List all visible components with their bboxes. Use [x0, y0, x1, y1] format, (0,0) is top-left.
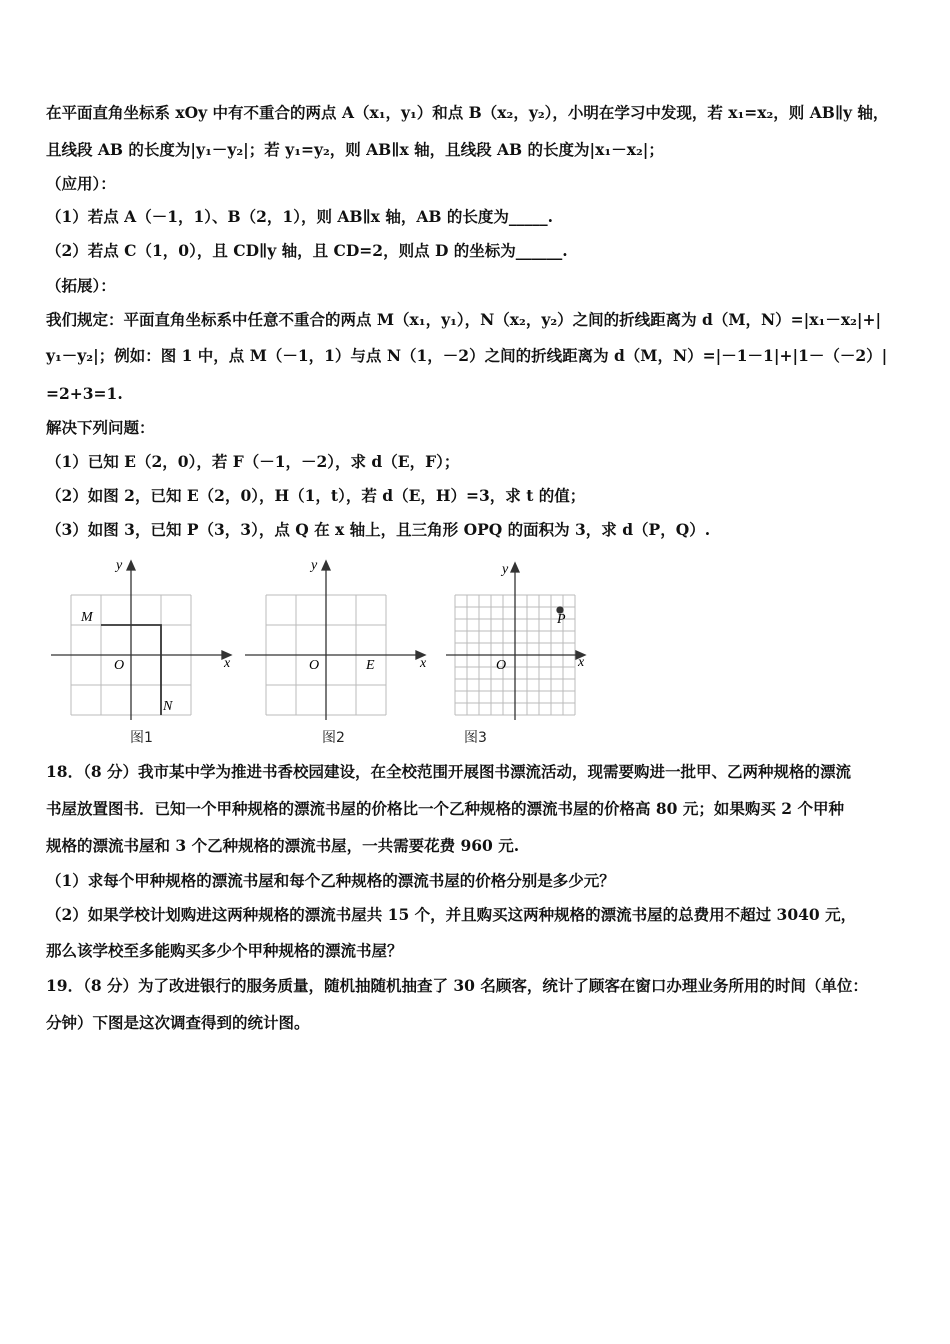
figure-1-caption: 图1 [130, 730, 153, 746]
text-line: （拓展）： [46, 276, 116, 295]
text-line: 我们规定：平面直角坐标系中任意不重合的两点 M（x₁，y₁），N（x₂，y₂）之间的折线距离为 d（M，N）=|x₁－x₂|+| [46, 310, 882, 329]
y-axis-label: y [116, 558, 123, 573]
text-line: 分钟）下图是这次调查得到的统计图。 [46, 1013, 310, 1032]
figure-3 [440, 555, 600, 750]
figure-2-caption: 图2 [322, 730, 345, 746]
text-line: =2+3=1. [46, 384, 123, 403]
text-line: 19．（8 分）为了改进银行的服务质量，随机抽随机抽查了 30 名顾客，统计了顾客在窗口办理业务所用的时间（单位： [46, 976, 868, 995]
text-line: 规格的漂流书屋和 3 个乙种规格的漂流书屋，一共需要花费 960 元. [46, 836, 520, 855]
text-line: 且线段 AB 的长度为|y₁－y₂|；若 y₁=y₂，则 AB∥x 轴，且线段 AB 的长度为|x₁－x₂|； [46, 140, 664, 159]
text-line: （3）如图 3，已知 P（3，3），点 Q 在 x 轴上，且三角形 OPQ 的面积为 3，求 d（P，Q）. [46, 520, 711, 539]
text-line: 18．（8 分）我市某中学为推进书香校园建设，在全校范围开展图书漂流活动，现需要购进一批甲、乙两种规格的漂流 [46, 762, 852, 781]
text-line: （1）已知 E（2，0），若 F（－1，－2），求 d（E，F）； [46, 452, 460, 471]
point-p-label: P [557, 612, 566, 627]
point-n-label: N [163, 699, 173, 714]
text-line: （应用）： [46, 174, 116, 193]
point-e-label: E [366, 658, 375, 673]
origin-label: O [114, 658, 125, 673]
text-line: 书屋放置图书．已知一个甲种规格的漂流书屋的价格比一个乙种规格的漂流书屋的价格高 80 元；如果购买 2 个甲种 [46, 799, 844, 818]
figure-1-graph [46, 555, 246, 750]
x-axis-label: x [224, 656, 231, 671]
point-m-label: M [81, 610, 93, 625]
text-line: 那么该学校至多能购买多少个甲种规格的漂流书屋？ [46, 941, 403, 960]
text-line: y₁－y₂|；例如：图 1 中，点 M（－1，1）与点 N（1，－2）之间的折线距离为 d（M，N）=|－1－1|+|1－（－2）| [46, 346, 888, 365]
text-line: （1）若点 A（－1，1）、B（2，1），则 AB∥x 轴，AB 的长度为_____. [46, 207, 553, 226]
text-line: （2）如果学校计划购进这两种规格的漂流书屋共 15 个，并且购买这两种规格的漂流书屋的总费用不超过 3040 元， [46, 905, 857, 924]
figure-3-graph [440, 555, 600, 750]
figure-3-caption: 图3 [464, 730, 487, 746]
figure-1 [46, 555, 246, 750]
x-axis-label: x [420, 656, 427, 671]
text-line: （2）如图 2，已知 E（2，0），H（1，t），若 d（E，H）=3，求 t 的值； [46, 486, 586, 505]
text-line: 在平面直角坐标系 xOy 中有不重合的两点 A（x₁，y₁）和点 B（x₂，y₂），小明在学习中发现，若 x₁=x₂，则 AB∥y 轴， [46, 103, 889, 122]
origin-label: O [496, 658, 507, 673]
x-axis-label: x [578, 655, 585, 670]
figure-2 [242, 555, 442, 750]
text-line: （1）求每个甲种规格的漂流书屋和每个乙种规格的漂流书屋的价格分别是多少元？ [46, 871, 615, 890]
y-axis-label: y [311, 558, 318, 573]
origin-label: O [309, 658, 320, 673]
text-line: （2）若点 C（1，0），且 CD∥y 轴，且 CD=2，则点 D 的坐标为______. [46, 241, 568, 260]
text-line: 解决下列问题： [46, 418, 155, 437]
figure-2-graph [242, 555, 442, 750]
y-axis-label: y [502, 562, 509, 577]
